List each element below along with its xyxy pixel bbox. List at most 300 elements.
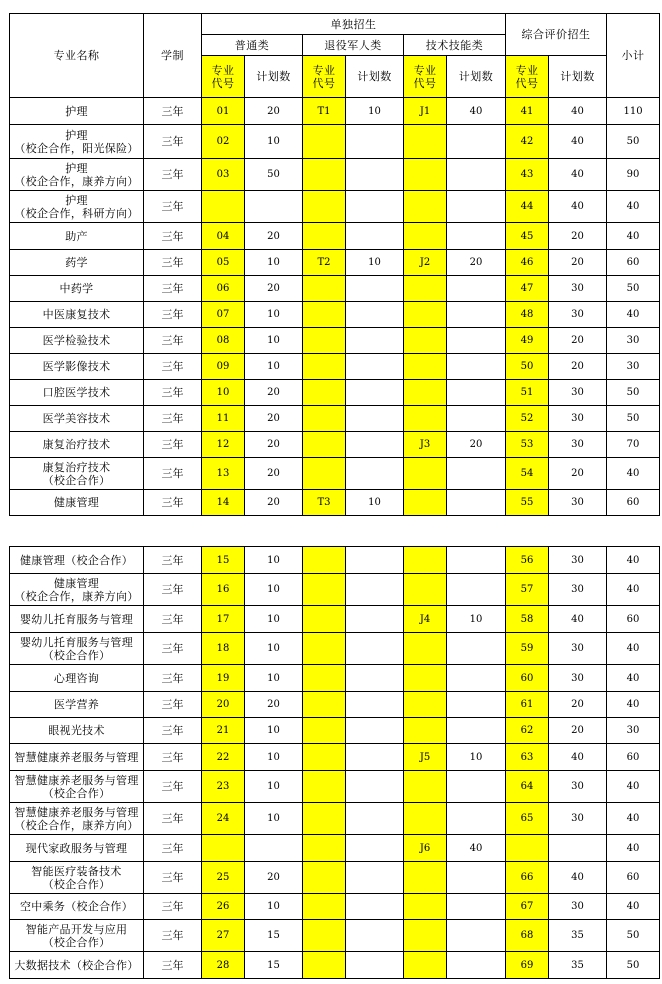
skill-code-cell (404, 328, 447, 354)
subtotal-cell: 40 (607, 633, 660, 665)
veteran-code-cell (303, 406, 346, 432)
table-row (10, 835, 660, 862)
comprehensive-code-cell: 53 (506, 432, 549, 458)
skill-code-cell: J5 (404, 744, 447, 771)
major-name-cell (10, 354, 144, 380)
table-body-lower (10, 547, 660, 979)
veteran-plan-cell (346, 920, 404, 952)
enrollment-table-upper (9, 13, 660, 516)
comprehensive-code-cell: 50 (506, 354, 549, 380)
major-name-line: 护理 (65, 128, 88, 142)
duration-cell: 三年 (144, 159, 202, 191)
header-subtotal: 小计 (607, 14, 660, 98)
subtotal-cell: 40 (607, 574, 660, 606)
skill-code-cell: J4 (404, 606, 447, 633)
comprehensive-plan-cell: 40 (549, 191, 607, 223)
table-row (10, 574, 660, 606)
duration-cell: 三年 (144, 547, 202, 574)
skill-code-cell (404, 547, 447, 574)
subtotal-cell: 40 (607, 223, 660, 250)
skill-code-cell (404, 159, 447, 191)
table-row (10, 191, 660, 223)
major-name-cell (10, 633, 144, 665)
major-name-cell (10, 125, 144, 159)
veteran-code-cell (303, 191, 346, 223)
table-row (10, 276, 660, 302)
table-row (10, 490, 660, 516)
comprehensive-plan-cell: 20 (549, 354, 607, 380)
general-code-cell: 14 (202, 490, 245, 516)
major-name-line: 眼视光技术 (48, 724, 105, 737)
major-name-cell (10, 302, 144, 328)
general-code-cell: 07 (202, 302, 245, 328)
veteran-code-cell (303, 223, 346, 250)
major-name-line: （校企合作，科研方向） (14, 206, 139, 220)
skill-code-cell (404, 803, 447, 835)
skill-code-cell (404, 354, 447, 380)
duration-cell: 三年 (144, 354, 202, 380)
table-row (10, 432, 660, 458)
comprehensive-plan-cell: 40 (549, 606, 607, 633)
skill-plan-cell (447, 665, 506, 692)
skill-plan-cell (447, 276, 506, 302)
subtotal-cell: 110 (607, 98, 660, 125)
table-row (10, 547, 660, 574)
comprehensive-code-cell: 55 (506, 490, 549, 516)
comprehensive-code-cell: 66 (506, 862, 549, 894)
general-plan-cell: 20 (245, 432, 303, 458)
skill-plan-cell: 10 (447, 744, 506, 771)
skill-code-cell (404, 952, 447, 979)
header-code-text: 专业代号 (413, 63, 437, 90)
major-name-cell (10, 894, 144, 920)
general-plan-cell: 10 (245, 744, 303, 771)
comprehensive-plan-cell: 35 (549, 920, 607, 952)
veteran-plan-cell (346, 803, 404, 835)
comprehensive-code-cell: 63 (506, 744, 549, 771)
skill-plan-cell (447, 159, 506, 191)
major-name-line: 护理 (65, 161, 88, 175)
general-plan-cell (245, 191, 303, 223)
duration-cell: 三年 (144, 490, 202, 516)
table-row (10, 380, 660, 406)
table-row (10, 606, 660, 633)
major-name-line: （校企合作，康养方向） (14, 818, 139, 832)
veteran-code-cell (303, 894, 346, 920)
general-plan-cell: 20 (245, 276, 303, 302)
veteran-plan-cell (346, 354, 404, 380)
comprehensive-code-cell: 41 (506, 98, 549, 125)
comprehensive-code-cell: 61 (506, 692, 549, 718)
skill-plan-cell (447, 862, 506, 894)
major-name-cell (10, 406, 144, 432)
general-plan-cell: 20 (245, 490, 303, 516)
major-name-line: （校企合作） (42, 877, 111, 891)
comprehensive-code-cell: 44 (506, 191, 549, 223)
general-plan-cell: 10 (245, 803, 303, 835)
header-code-text: 专业代号 (312, 63, 336, 90)
veteran-plan-cell (346, 380, 404, 406)
header-general-code (202, 56, 245, 98)
major-name-line: 婴幼儿托育服务与管理 (20, 635, 133, 649)
major-name-cell (10, 606, 144, 633)
general-code-cell: 02 (202, 125, 245, 159)
comprehensive-plan-cell: 40 (549, 125, 607, 159)
skill-plan-cell (447, 191, 506, 223)
table-row (10, 159, 660, 191)
veteran-plan-cell (346, 125, 404, 159)
general-plan-cell: 10 (245, 665, 303, 692)
veteran-plan-cell: 10 (346, 490, 404, 516)
veteran-plan-cell (346, 276, 404, 302)
general-plan-cell: 10 (245, 125, 303, 159)
comprehensive-code-cell: 47 (506, 276, 549, 302)
header-code-text: 专业代号 (515, 63, 539, 90)
comprehensive-plan-cell: 40 (549, 98, 607, 125)
subtotal-cell: 50 (607, 920, 660, 952)
major-name-line: 大数据技术（校企合作） (14, 958, 139, 972)
skill-code-cell (404, 458, 447, 490)
general-code-cell: 03 (202, 159, 245, 191)
header-general-category: 普通类 (202, 35, 303, 56)
duration-cell: 三年 (144, 665, 202, 692)
comprehensive-plan-cell: 20 (549, 458, 607, 490)
comprehensive-plan-cell: 30 (549, 380, 607, 406)
veteran-plan-cell (346, 692, 404, 718)
comprehensive-plan-cell (549, 835, 607, 862)
table-row (10, 744, 660, 771)
skill-plan-cell (447, 952, 506, 979)
major-name-cell (10, 771, 144, 803)
general-plan-cell: 20 (245, 458, 303, 490)
duration-cell: 三年 (144, 432, 202, 458)
duration-cell: 三年 (144, 328, 202, 354)
comprehensive-code-cell: 43 (506, 159, 549, 191)
major-name-line: 医学检验技术 (42, 334, 111, 347)
veteran-code-cell (303, 803, 346, 835)
comprehensive-plan-cell: 40 (549, 862, 607, 894)
skill-plan-cell (447, 894, 506, 920)
skill-code-cell (404, 633, 447, 665)
table-row (10, 302, 660, 328)
veteran-code-cell (303, 380, 346, 406)
major-name-line: 医学美容技术 (42, 412, 111, 425)
comprehensive-plan-cell: 30 (549, 803, 607, 835)
major-name-cell (10, 862, 144, 894)
duration-cell: 三年 (144, 633, 202, 665)
general-plan-cell: 10 (245, 250, 303, 276)
comprehensive-plan-cell: 30 (549, 432, 607, 458)
comprehensive-plan-cell: 35 (549, 952, 607, 979)
major-name-cell (10, 458, 144, 490)
duration-cell: 三年 (144, 125, 202, 159)
major-name-cell (10, 98, 144, 125)
major-name-line: （校企合作，康养方向） (14, 589, 139, 603)
veteran-plan-cell (346, 302, 404, 328)
skill-code-cell (404, 665, 447, 692)
veteran-code-cell: T2 (303, 250, 346, 276)
header-duration: 学制 (144, 14, 202, 98)
general-plan-cell: 20 (245, 406, 303, 432)
major-name-line: 智慧健康养老服务与管理 (14, 805, 139, 819)
duration-cell: 三年 (144, 835, 202, 862)
header-skill-category: 技术技能类 (404, 35, 506, 56)
comprehensive-plan-cell: 30 (549, 771, 607, 803)
subtotal-cell: 40 (607, 771, 660, 803)
general-plan-cell: 10 (245, 894, 303, 920)
major-name-cell (10, 328, 144, 354)
subtotal-cell: 60 (607, 862, 660, 894)
general-code-cell: 27 (202, 920, 245, 952)
duration-cell: 三年 (144, 952, 202, 979)
comprehensive-code-cell: 42 (506, 125, 549, 159)
veteran-plan-cell (346, 328, 404, 354)
comprehensive-code-cell: 57 (506, 574, 549, 606)
major-name-line: 智能产品开发与应用 (25, 922, 128, 936)
major-name-line: 中药学 (59, 282, 94, 295)
subtotal-cell: 40 (607, 302, 660, 328)
veteran-code-cell (303, 633, 346, 665)
comprehensive-code-cell: 69 (506, 952, 549, 979)
veteran-code-cell (303, 125, 346, 159)
comprehensive-plan-cell: 30 (549, 633, 607, 665)
comprehensive-plan-cell: 40 (549, 744, 607, 771)
veteran-plan-cell (346, 432, 404, 458)
table-body-upper (10, 98, 660, 516)
comprehensive-code-cell: 67 (506, 894, 549, 920)
comprehensive-code-cell: 58 (506, 606, 549, 633)
table-row (10, 406, 660, 432)
comprehensive-plan-cell: 30 (549, 547, 607, 574)
major-name-line: （校企合作） (42, 648, 111, 662)
general-code-cell: 26 (202, 894, 245, 920)
duration-cell: 三年 (144, 803, 202, 835)
major-name-line: 健康管理 (53, 496, 100, 509)
comprehensive-plan-cell: 20 (549, 223, 607, 250)
header-comprehensive-code (506, 56, 549, 98)
major-name-line: 中医康复技术 (42, 308, 111, 321)
veteran-code-cell: T3 (303, 490, 346, 516)
skill-plan-cell (447, 125, 506, 159)
major-name-cell (10, 191, 144, 223)
skill-code-cell (404, 223, 447, 250)
major-name-line: 助产 (65, 229, 88, 243)
veteran-plan-cell (346, 894, 404, 920)
comprehensive-code-cell: 68 (506, 920, 549, 952)
subtotal-cell: 40 (607, 191, 660, 223)
duration-cell: 三年 (144, 223, 202, 250)
veteran-plan-cell: 10 (346, 98, 404, 125)
header-veteran-category: 退役军人类 (303, 35, 404, 56)
comprehensive-code-cell: 52 (506, 406, 549, 432)
veteran-code-cell (303, 862, 346, 894)
comprehensive-code-cell: 60 (506, 665, 549, 692)
veteran-code-cell (303, 574, 346, 606)
veteran-plan-cell (346, 835, 404, 862)
skill-code-cell (404, 406, 447, 432)
veteran-plan-cell (346, 744, 404, 771)
skill-plan-cell (447, 354, 506, 380)
veteran-code-cell (303, 354, 346, 380)
comprehensive-code-cell: 65 (506, 803, 549, 835)
major-name-cell (10, 803, 144, 835)
general-code-cell: 23 (202, 771, 245, 803)
major-name-line: （校企合作，康养方向） (14, 174, 139, 188)
general-plan-cell: 10 (245, 606, 303, 633)
major-name-cell (10, 223, 144, 250)
major-name-line: 现代家政服务与管理 (25, 841, 128, 855)
skill-plan-cell (447, 406, 506, 432)
skill-code-cell: J1 (404, 98, 447, 125)
general-plan-cell (245, 835, 303, 862)
header-veteran-code (303, 56, 346, 98)
comprehensive-plan-cell: 20 (549, 328, 607, 354)
skill-plan-cell (447, 302, 506, 328)
table-row (10, 328, 660, 354)
major-name-line: 婴幼儿托育服务与管理 (20, 612, 133, 626)
veteran-code-cell: T1 (303, 98, 346, 125)
duration-cell: 三年 (144, 744, 202, 771)
veteran-code-cell (303, 606, 346, 633)
duration-cell: 三年 (144, 380, 202, 406)
general-code-cell (202, 835, 245, 862)
skill-code-cell (404, 894, 447, 920)
major-name-cell (10, 159, 144, 191)
skill-plan-cell (447, 490, 506, 516)
skill-plan-cell (447, 633, 506, 665)
skill-plan-cell (447, 771, 506, 803)
table-row (10, 692, 660, 718)
general-code-cell: 08 (202, 328, 245, 354)
skill-code-cell (404, 718, 447, 744)
skill-code-cell (404, 191, 447, 223)
duration-cell: 三年 (144, 718, 202, 744)
subtotal-cell: 40 (607, 692, 660, 718)
duration-cell: 三年 (144, 250, 202, 276)
comprehensive-plan-cell: 30 (549, 490, 607, 516)
general-code-cell: 17 (202, 606, 245, 633)
duration-cell: 三年 (144, 692, 202, 718)
veteran-code-cell (303, 952, 346, 979)
veteran-code-cell (303, 665, 346, 692)
veteran-code-cell (303, 276, 346, 302)
veteran-code-cell (303, 920, 346, 952)
subtotal-cell: 60 (607, 250, 660, 276)
table-row (10, 223, 660, 250)
comprehensive-plan-cell: 30 (549, 406, 607, 432)
skill-code-cell (404, 380, 447, 406)
header-comprehensive-plan: 计划数 (549, 56, 607, 98)
header-major-name: 专业名称 (10, 14, 144, 98)
subtotal-cell: 50 (607, 952, 660, 979)
subtotal-cell: 50 (607, 276, 660, 302)
comprehensive-code-cell: 64 (506, 771, 549, 803)
comprehensive-plan-cell: 20 (549, 718, 607, 744)
veteran-code-cell (303, 771, 346, 803)
veteran-plan-cell (346, 458, 404, 490)
general-code-cell: 20 (202, 692, 245, 718)
header-general-plan: 计划数 (245, 56, 303, 98)
skill-plan-cell: 20 (447, 250, 506, 276)
general-plan-cell: 10 (245, 771, 303, 803)
skill-plan-cell (447, 574, 506, 606)
skill-code-cell (404, 862, 447, 894)
skill-plan-cell (447, 718, 506, 744)
major-name-line: 医学营养 (53, 698, 100, 711)
major-name-line: 护理 (65, 193, 88, 207)
general-code-cell: 05 (202, 250, 245, 276)
header-comprehensive-enrollment: 综合评价招生 (506, 14, 607, 56)
general-plan-cell: 10 (245, 302, 303, 328)
major-name-line: 康复治疗技术 (42, 460, 111, 474)
general-plan-cell: 10 (245, 574, 303, 606)
subtotal-cell: 40 (607, 835, 660, 862)
major-name-line: （校企合作） (42, 935, 111, 949)
comprehensive-code-cell: 45 (506, 223, 549, 250)
major-name-line: 护理 (65, 104, 88, 118)
comprehensive-code-cell: 54 (506, 458, 549, 490)
general-code-cell: 22 (202, 744, 245, 771)
major-name-line: 心理咨询 (53, 671, 100, 685)
comprehensive-plan-cell: 20 (549, 250, 607, 276)
table-row (10, 633, 660, 665)
major-name-cell (10, 380, 144, 406)
subtotal-cell: 40 (607, 665, 660, 692)
general-plan-cell: 20 (245, 692, 303, 718)
skill-code-cell (404, 302, 447, 328)
veteran-plan-cell (346, 574, 404, 606)
subtotal-cell: 50 (607, 406, 660, 432)
general-code-cell: 12 (202, 432, 245, 458)
header-veteran-plan: 计划数 (346, 56, 404, 98)
subtotal-cell: 40 (607, 803, 660, 835)
general-code-cell: 09 (202, 354, 245, 380)
skill-code-cell (404, 771, 447, 803)
duration-cell: 三年 (144, 894, 202, 920)
table-row (10, 458, 660, 490)
duration-cell: 三年 (144, 406, 202, 432)
veteran-code-cell (303, 547, 346, 574)
table-row (10, 862, 660, 894)
veteran-code-cell (303, 458, 346, 490)
general-code-cell: 24 (202, 803, 245, 835)
table-row (10, 771, 660, 803)
skill-code-cell (404, 920, 447, 952)
subtotal-cell: 40 (607, 458, 660, 490)
general-plan-cell: 10 (245, 354, 303, 380)
general-code-cell: 21 (202, 718, 245, 744)
major-name-cell (10, 744, 144, 771)
veteran-code-cell (303, 328, 346, 354)
veteran-plan-cell (346, 718, 404, 744)
major-name-line: 健康管理（校企合作） (20, 553, 133, 567)
subtotal-cell: 50 (607, 380, 660, 406)
skill-code-cell: J6 (404, 835, 447, 862)
skill-plan-cell (447, 380, 506, 406)
skill-code-cell (404, 490, 447, 516)
duration-cell: 三年 (144, 191, 202, 223)
header-single-enrollment: 单独招生 (202, 14, 506, 35)
general-code-cell (202, 191, 245, 223)
major-name-cell (10, 665, 144, 692)
subtotal-cell: 40 (607, 547, 660, 574)
general-plan-cell: 20 (245, 223, 303, 250)
subtotal-cell: 60 (607, 744, 660, 771)
general-plan-cell: 20 (245, 862, 303, 894)
general-plan-cell: 20 (245, 98, 303, 125)
general-plan-cell: 50 (245, 159, 303, 191)
skill-code-cell (404, 692, 447, 718)
